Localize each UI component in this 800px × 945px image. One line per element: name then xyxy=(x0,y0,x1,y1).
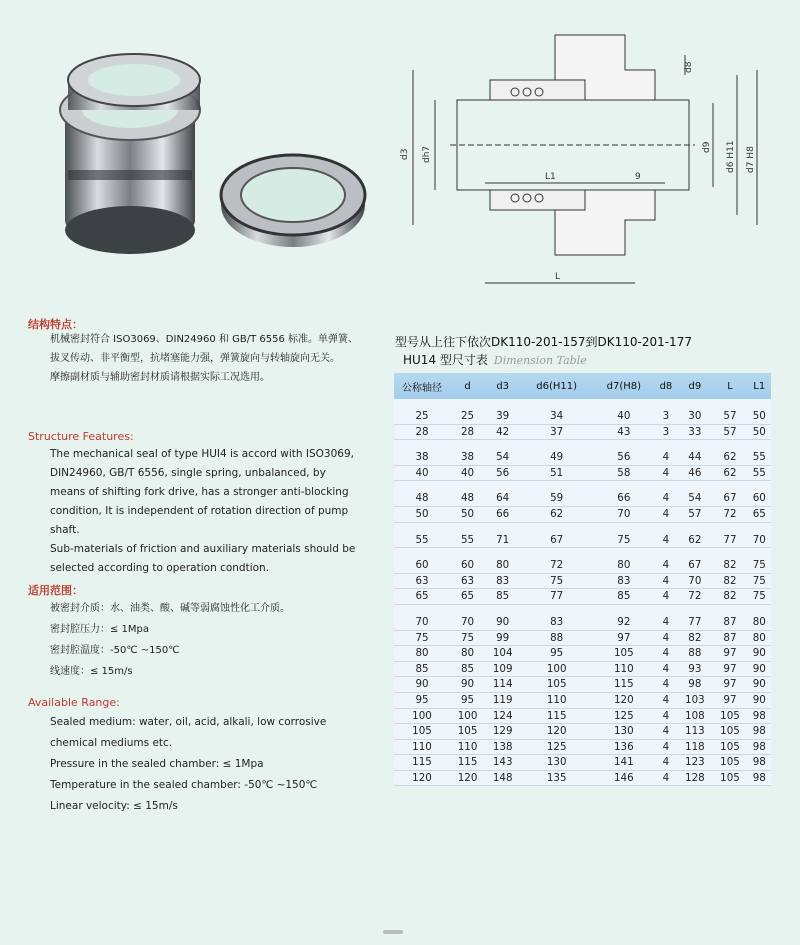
table-row xyxy=(394,558,771,573)
table-cell: 98 xyxy=(752,740,766,753)
table-cell: 105 xyxy=(546,678,567,691)
label-d6: d6 H11 xyxy=(726,140,736,173)
table-cell: 110 xyxy=(546,693,567,706)
table-row xyxy=(394,661,771,677)
table-cell: 39 xyxy=(496,410,510,422)
table-cell: 3 xyxy=(662,410,670,422)
table-cell: 105 xyxy=(720,756,740,769)
table-cell: 4 xyxy=(662,662,670,675)
table-cell: 62 xyxy=(550,507,564,520)
table-cell: 90 xyxy=(752,693,766,706)
table-cell: 82 xyxy=(688,631,702,644)
table-row xyxy=(394,646,771,662)
table-cell: 62 xyxy=(723,451,737,464)
table-cell: 66 xyxy=(496,507,510,520)
table-cell: 4 xyxy=(662,466,670,479)
table-cell: 4 xyxy=(662,709,670,722)
column-header: d xyxy=(450,373,485,399)
table-cell: 60 xyxy=(752,492,766,505)
table-row xyxy=(394,506,771,522)
table-cell: 72 xyxy=(723,507,737,520)
dimension-table xyxy=(394,373,771,786)
table-cell: 28 xyxy=(461,425,475,438)
table-row xyxy=(394,589,771,605)
table-cell: 109 xyxy=(492,662,513,675)
spacer-cell xyxy=(394,548,771,559)
range-en-pressure: Pressure in the sealed chamber: ≤ 1Mpa xyxy=(50,758,264,770)
table-cell: 105 xyxy=(720,740,740,753)
structure-en-para1: The mechanical seal of type HUI4 is accord with ISO3069, DIN24960, GB/T 6556, single spring, unbalanced, by means of shifting fork drive, has a stronger anti-blocking condition, It is independent of rotation direction of pump shaft. xyxy=(50,448,354,536)
table-cell: 115 xyxy=(457,756,478,769)
table-cell: 104 xyxy=(492,647,513,660)
table-cell: 105 xyxy=(720,725,740,738)
table-cell: 40 xyxy=(617,410,631,422)
table-cell: 4 xyxy=(662,451,670,464)
table-cell: 37 xyxy=(550,425,564,438)
table-cell: 75 xyxy=(415,631,429,644)
table-cell: 87 xyxy=(723,615,737,628)
structure-cn-para1: 机械密封符合 ISO3069、DIN24960 和 GB/T 6556 标准。单弹簧、拔叉传动、非平衡型，抗堵塞能力强，弹簧旋向与转轴旋向无关。 xyxy=(50,334,358,364)
table-cell: 33 xyxy=(688,425,702,438)
table-cell: 57 xyxy=(723,410,737,422)
table-cell: 80 xyxy=(461,647,475,660)
table-cell: 77 xyxy=(723,533,737,546)
table-cell: 83 xyxy=(550,615,564,628)
table-cell: 65 xyxy=(461,590,475,603)
table-cell: 98 xyxy=(752,709,766,722)
table-cell: 58 xyxy=(617,466,631,479)
table-cell: 95 xyxy=(550,647,564,660)
column-header: 公称轴径 xyxy=(394,373,450,399)
table-cell: 72 xyxy=(688,590,702,603)
table-cell: 4 xyxy=(662,693,670,706)
structure-cn-heading: 结构特点： xyxy=(28,318,83,331)
range-cn-temperature: 密封腔温度：-50℃ ~150℃ xyxy=(50,645,180,656)
structure-en-heading: Structure Features: xyxy=(28,430,134,443)
table-cell: 115 xyxy=(412,756,432,769)
structure-cn-para2: 摩擦副材质与辅助密封材质请根据实际工况选用。 xyxy=(50,372,270,383)
table-cell: 75 xyxy=(550,574,564,587)
table-cell: 55 xyxy=(415,533,429,546)
table-cell: 50 xyxy=(752,410,766,422)
table-row xyxy=(394,615,771,630)
table-cell: 98 xyxy=(752,725,766,738)
table-cell: 43 xyxy=(617,425,631,438)
table-cell: 88 xyxy=(550,631,564,644)
table-cell: 90 xyxy=(752,662,766,675)
table-cell: 90 xyxy=(752,678,766,691)
table-header-row xyxy=(394,373,771,399)
table-cell: 4 xyxy=(662,533,670,546)
table-cell: 82 xyxy=(723,574,737,587)
table-cell: 30 xyxy=(688,410,702,422)
column-header: d9 xyxy=(677,373,712,399)
table-cell: 50 xyxy=(752,425,766,438)
table-cell: 115 xyxy=(614,678,634,691)
table-row xyxy=(394,573,771,589)
table-cell: 48 xyxy=(415,492,429,505)
table-cell: 90 xyxy=(461,678,475,691)
table-cell: 80 xyxy=(752,631,766,644)
table-cell: 59 xyxy=(550,492,564,505)
table-row xyxy=(394,450,771,465)
table-cell: 4 xyxy=(662,615,670,628)
table-cell: 93 xyxy=(688,662,702,675)
table-cell: 125 xyxy=(546,740,567,753)
table-cell: 85 xyxy=(617,590,631,603)
table-cell: 67 xyxy=(550,533,564,546)
table-cell: 110 xyxy=(457,740,478,753)
table-cell: 77 xyxy=(688,615,702,628)
table-cell: 105 xyxy=(614,647,634,660)
table-cell: 90 xyxy=(415,678,429,691)
table-cell: 48 xyxy=(461,492,475,505)
table-cell: 80 xyxy=(752,615,766,628)
table-cell: 97 xyxy=(723,693,737,706)
table-row xyxy=(394,739,771,755)
table-cell: 62 xyxy=(723,466,737,479)
table-cell: 124 xyxy=(492,709,513,722)
table-cell: 72 xyxy=(550,559,564,572)
table-cell: 123 xyxy=(685,756,705,769)
table-cell: 4 xyxy=(662,507,670,520)
table-cell: 56 xyxy=(496,466,510,479)
table-cell: 110 xyxy=(412,740,432,753)
spacer-cell xyxy=(394,604,771,615)
table-cell: 40 xyxy=(461,466,475,479)
table-cell: 141 xyxy=(614,756,634,769)
table-cell: 75 xyxy=(752,590,766,603)
table-cell: 113 xyxy=(685,725,705,738)
table-cell: 4 xyxy=(662,756,670,769)
table-cell: 67 xyxy=(688,559,702,572)
table-cell: 118 xyxy=(685,740,705,753)
table-cell: 108 xyxy=(685,709,705,722)
spacer-cell xyxy=(394,481,771,492)
group-spacer xyxy=(394,481,771,492)
table-cell: 80 xyxy=(496,559,510,572)
table-cell: 105 xyxy=(412,725,432,738)
table-cell: 54 xyxy=(496,451,510,464)
table-cell: 55 xyxy=(752,451,766,464)
spacer-cell xyxy=(394,440,771,451)
table-cell: 120 xyxy=(614,693,634,706)
table-row xyxy=(394,424,771,440)
table-cell: 88 xyxy=(688,647,702,660)
table-cell: 129 xyxy=(492,725,513,738)
table-cell: 83 xyxy=(496,574,510,587)
column-header: d6(H11) xyxy=(520,373,593,399)
table-cell: 95 xyxy=(461,693,475,706)
table-cell: 25 xyxy=(415,410,429,422)
table-cell: 65 xyxy=(752,507,766,520)
group-spacer xyxy=(394,548,771,559)
table-cell: 51 xyxy=(550,466,564,479)
group-spacer xyxy=(394,604,771,615)
table-cell: 128 xyxy=(685,771,705,784)
table-cell: 75 xyxy=(461,631,475,644)
table-cell: 50 xyxy=(415,507,429,520)
range-en-temperature: Temperature in the sealed chamber: -50℃ ~150℃ xyxy=(50,779,318,791)
table-cell: 65 xyxy=(415,590,429,603)
table-cell: 38 xyxy=(415,451,429,464)
table-row xyxy=(394,630,771,646)
range-cn-medium: 被密封介质：水、油类、酸、碱等弱腐蚀性化工介质。 xyxy=(50,603,290,614)
table-cell: 119 xyxy=(492,693,513,706)
group-spacer xyxy=(394,440,771,451)
table-cell: 90 xyxy=(752,647,766,660)
table-cell: 49 xyxy=(550,451,564,464)
table-cell: 55 xyxy=(752,466,766,479)
range-cn-pressure: 密封腔压力：≤ 1Mpa xyxy=(50,624,150,635)
group-spacer xyxy=(394,522,771,533)
table-cell: 97 xyxy=(723,662,737,675)
table-cell: 100 xyxy=(457,709,478,722)
table-cell: 75 xyxy=(752,574,766,587)
label-d3: d3 xyxy=(400,148,410,160)
table-cell: 38 xyxy=(461,451,475,464)
structure-en-para2: Sub-materials of friction and auxiliary materials should be selected according to operation condtion. xyxy=(50,543,356,574)
table-cell: 25 xyxy=(461,410,475,422)
table-cell: 60 xyxy=(461,559,475,572)
table-cell: 90 xyxy=(496,615,510,628)
table-cell: 130 xyxy=(546,756,567,769)
label-d9: d9 xyxy=(702,141,712,153)
table-cell: 120 xyxy=(546,725,567,738)
column-header: L1 xyxy=(748,373,771,399)
table-cell: 63 xyxy=(415,574,429,587)
table-cell: 4 xyxy=(662,771,670,784)
table-row xyxy=(394,677,771,693)
label-L: L xyxy=(555,272,561,282)
table-cell: 95 xyxy=(415,693,429,706)
table-cell: 130 xyxy=(614,725,634,738)
seal-cross-section-diagram xyxy=(395,15,775,300)
table-row xyxy=(394,533,771,548)
table-row xyxy=(394,692,771,708)
table-cell: 4 xyxy=(662,590,670,603)
table-cell: 97 xyxy=(723,678,737,691)
table-cell: 3 xyxy=(662,425,670,438)
table-cell: 98 xyxy=(752,771,766,784)
table-cell: 120 xyxy=(457,771,478,784)
table-title-en: Dimension Table xyxy=(493,354,587,367)
table-cell: 98 xyxy=(688,678,702,691)
table-cell: 70 xyxy=(415,615,429,628)
label-dh7: dh7 xyxy=(422,145,432,163)
range-cn-text xyxy=(28,598,358,682)
table-cell: 62 xyxy=(688,533,702,546)
table-cell: 83 xyxy=(617,574,631,587)
table-cell: 70 xyxy=(617,507,631,520)
column-header: d8 xyxy=(655,373,678,399)
table-cell: 4 xyxy=(662,631,670,644)
table-cell: 28 xyxy=(415,425,429,438)
table-cell: 125 xyxy=(614,709,634,722)
table-cell: 67 xyxy=(723,492,737,505)
dimension-table-title xyxy=(403,351,587,368)
table-cell: 98 xyxy=(752,756,766,769)
table-row xyxy=(394,491,771,506)
table-cell: 77 xyxy=(550,590,564,603)
table-cell: 4 xyxy=(662,574,670,587)
table-cell: 135 xyxy=(546,771,567,784)
table-body xyxy=(394,399,771,786)
table-cell: 55 xyxy=(461,533,475,546)
table-row xyxy=(394,708,771,724)
table-title-cn: HU14 型尺寸表 xyxy=(403,353,488,367)
range-cn-heading: 适用范围： xyxy=(28,584,83,597)
table-cell: 75 xyxy=(617,533,631,546)
table-cell: 4 xyxy=(662,678,670,691)
column-header: d3 xyxy=(485,373,520,399)
product-photo xyxy=(28,20,368,290)
spacer-cell xyxy=(394,522,771,533)
table-cell: 87 xyxy=(723,631,737,644)
table-cell: 110 xyxy=(614,662,634,675)
column-header: d7(H8) xyxy=(593,373,654,399)
table-cell: 70 xyxy=(752,533,766,546)
column-header: L xyxy=(712,373,747,399)
table-cell: 50 xyxy=(461,507,475,520)
structure-en-text xyxy=(28,445,358,578)
table-cell: 105 xyxy=(720,709,740,722)
range-en-velocity: Linear velocity: ≤ 15m/s xyxy=(50,800,178,812)
label-9: 9 xyxy=(635,172,641,182)
spacer-cell xyxy=(394,399,771,409)
table-row xyxy=(394,409,771,424)
table-cell: 4 xyxy=(662,647,670,660)
table-cell: 100 xyxy=(546,662,567,675)
table-cell: 4 xyxy=(662,492,670,505)
table-cell: 54 xyxy=(688,492,702,505)
table-cell: 63 xyxy=(461,574,475,587)
table-cell: 138 xyxy=(492,740,513,753)
range-en-heading: Available Range: xyxy=(28,696,120,709)
table-cell: 80 xyxy=(415,647,429,660)
model-range-title: 型号从上往下依次DK110-201-157到DK110-201-177 xyxy=(395,335,692,349)
table-cell: 70 xyxy=(461,615,475,628)
table-cell: 136 xyxy=(614,740,634,753)
table-cell: 4 xyxy=(662,740,670,753)
table-cell: 85 xyxy=(461,662,475,675)
table-cell: 75 xyxy=(752,559,766,572)
table-row xyxy=(394,465,771,481)
table-cell: 85 xyxy=(496,590,510,603)
table-cell: 120 xyxy=(412,771,432,784)
table-cell: 57 xyxy=(688,507,702,520)
table-cell: 115 xyxy=(546,709,567,722)
table-cell: 80 xyxy=(617,559,631,572)
table-cell: 64 xyxy=(496,492,510,505)
table-cell: 4 xyxy=(662,559,670,572)
table-cell: 44 xyxy=(688,451,702,464)
table-cell: 143 xyxy=(492,756,513,769)
table-cell: 148 xyxy=(492,771,513,784)
table-cell: 97 xyxy=(617,631,631,644)
table-cell: 103 xyxy=(685,693,705,706)
table-cell: 40 xyxy=(415,466,429,479)
label-d7: d7 H8 xyxy=(746,146,756,173)
table-cell: 57 xyxy=(723,425,737,438)
table-cell: 60 xyxy=(415,559,429,572)
table-cell: 85 xyxy=(415,662,429,675)
table-cell: 114 xyxy=(492,678,513,691)
table-cell: 34 xyxy=(550,410,564,422)
table-cell: 100 xyxy=(412,709,432,722)
table-cell: 105 xyxy=(457,725,478,738)
label-d8: d8 xyxy=(684,61,694,73)
table-row xyxy=(394,770,771,786)
table-cell: 146 xyxy=(614,771,634,784)
table-cell: 71 xyxy=(496,533,510,546)
table-cell: 105 xyxy=(720,771,740,784)
table-cell: 46 xyxy=(688,466,702,479)
group-spacer xyxy=(394,399,771,409)
table-cell: 66 xyxy=(617,492,631,505)
footer-mark xyxy=(383,930,403,934)
range-cn-velocity: 线速度：≤ 15m/s xyxy=(50,666,133,677)
label-L1: L1 xyxy=(545,172,556,182)
table-row xyxy=(394,755,771,771)
table-cell: 70 xyxy=(688,574,702,587)
range-en-medium: Sealed medium: water, oil, acid, alkali, low corrosive chemical mediums etc. xyxy=(50,716,327,749)
structure-cn-text xyxy=(28,330,358,387)
table-cell: 56 xyxy=(617,451,631,464)
table-cell: 92 xyxy=(617,615,631,628)
table-cell: 97 xyxy=(723,647,737,660)
range-en-text xyxy=(28,712,358,817)
table-cell: 99 xyxy=(496,631,510,644)
table-cell: 82 xyxy=(723,590,737,603)
table-cell: 82 xyxy=(723,559,737,572)
table-row xyxy=(394,724,771,740)
table-cell: 4 xyxy=(662,725,670,738)
table-cell: 42 xyxy=(496,425,510,438)
